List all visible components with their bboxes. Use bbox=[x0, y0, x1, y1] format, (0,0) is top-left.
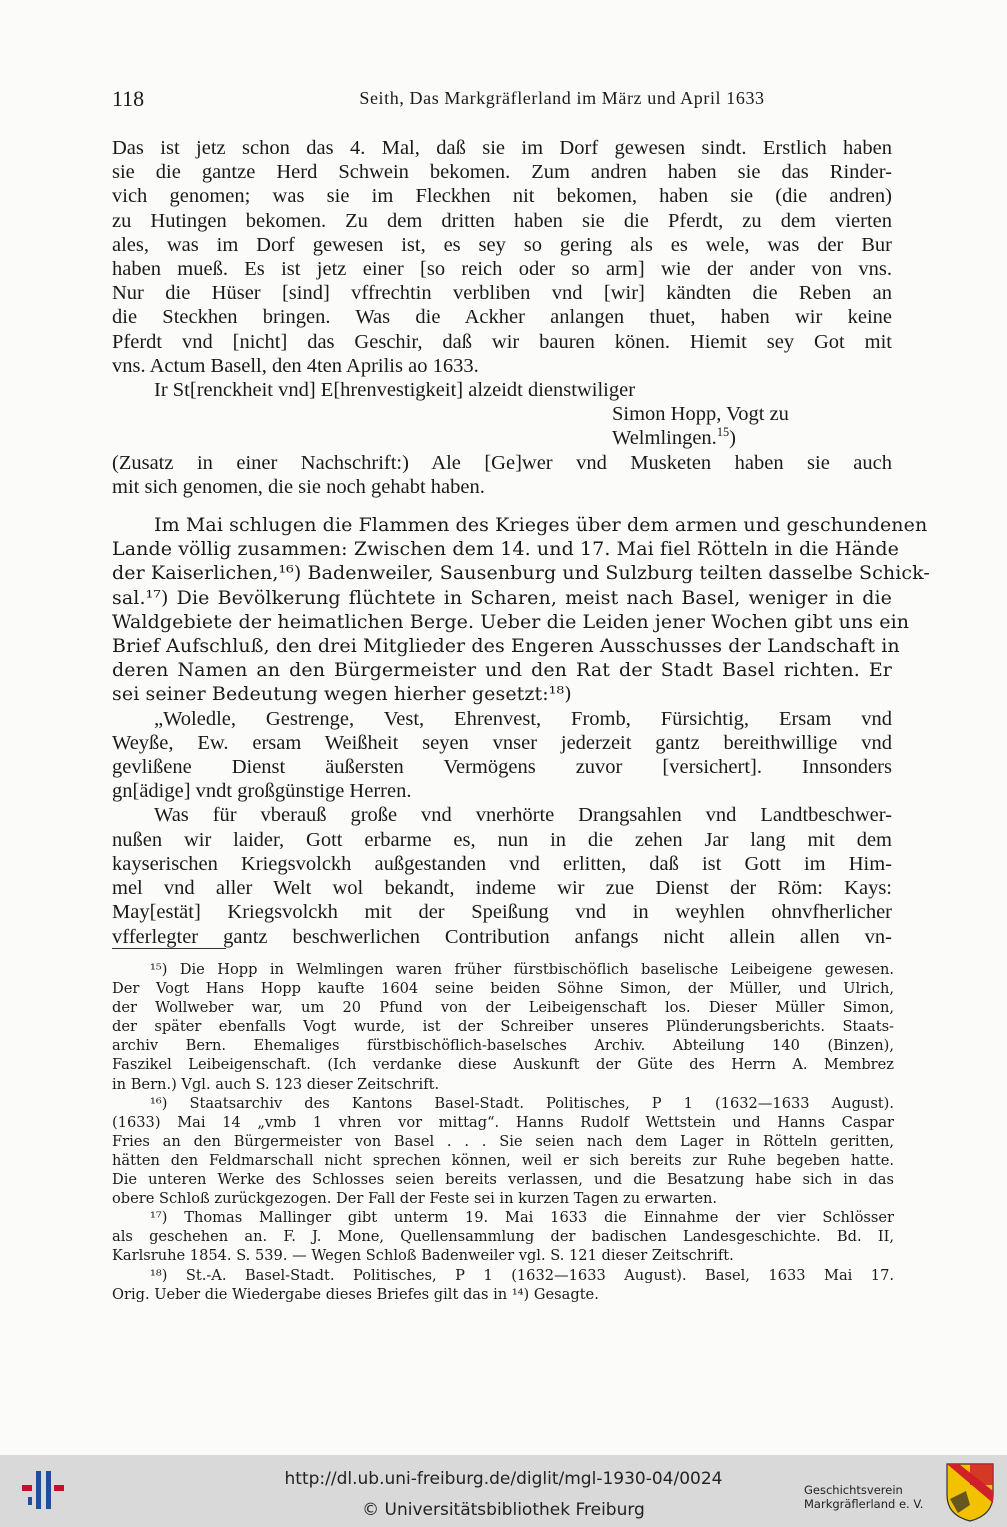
footnote-16 bbox=[112, 1094, 894, 1209]
footnote-line: hätten den Feldmarschall nicht sprechen können, weil er sich bereits zur Ruhe begeben hatte. bbox=[112, 1151, 894, 1169]
footnote-line: ¹⁸) St.-A. Basel-Stadt. Politisches, P 1 (1632—1633 August). Basel, 1633 Mai 17. bbox=[150, 1266, 894, 1284]
text-line: haben mueß. Es ist jetz einer [so reich oder so arm] wie der ander von vns. bbox=[112, 258, 892, 281]
footnote-line: als geschehen an. F. J. Mone, Quellensammlung der badischen Landesgeschichte. Bd. II, bbox=[112, 1228, 894, 1246]
text-line: deren Namen an den Bürgermeister und den Rat der Stadt Basel richten. Er bbox=[112, 659, 892, 682]
text-line: ales, was im Dorf gewesen ist, es sey so gering als es wele, was der Bur bbox=[112, 233, 892, 256]
text-line: nußen wir laider, Gott erbarme es, nun in die zehen Jar lang mit dem bbox=[112, 828, 892, 851]
footnote-line: archiv Bern. Ehemaliges fürstbischöflich-baselsches Archiv. Abteilung 140 (Binzen), bbox=[112, 1037, 894, 1055]
footnote-line: Fries an den Bürgermeister von Basel . . . Sie seien nach dem Lager in Rötteln geritten, bbox=[112, 1132, 894, 1150]
society-name bbox=[804, 1483, 923, 1511]
footnote-line: obere Schloß zurückgezogen. Der Fall der Feste sei in kurzen Tagen zu erwarten. bbox=[112, 1190, 718, 1208]
text-line: gevlißene Dienst äußersten Vermögens zuvor [versichert]. Innsonders bbox=[112, 756, 892, 779]
postscript bbox=[112, 451, 892, 499]
footnote-line: ¹⁶) Staatsarchiv des Kantons Basel-Stadt. Politisches, P 1 (1632—1633 August). bbox=[150, 1094, 894, 1112]
viewer-footer bbox=[0, 1455, 1007, 1527]
society-name-line1: Geschichtsverein bbox=[804, 1483, 903, 1497]
footnote-17 bbox=[112, 1208, 894, 1265]
text-line: sal.¹⁷) Die Bevölkerung flüchtete in Scharen, meist nach Basel, weniger in die bbox=[112, 586, 892, 609]
text-line: vich genomen; was sie im Fleckhen nit bekomen, haben sie (die andren) bbox=[112, 185, 892, 208]
footnote-15 bbox=[112, 960, 894, 1094]
text-line: die Steckhen bringen. Was die Ackher anlangen thuet, haben wir keine bbox=[112, 306, 892, 329]
footnote-line: Der Vogt Hans Hopp kaufte 1604 seine beiden Söhne Simon, der Müller, und Ulrich, bbox=[112, 980, 894, 998]
text-line: kayserischen Kriegsvolckh außgestanden vnd erlitten, daß ist Gott im Him- bbox=[112, 852, 892, 875]
footnote-line: in Bern.) Vgl. auch S. 123 dieser Zeitschrift. bbox=[112, 1075, 440, 1093]
document-url-link[interactable]: http://dl.ub.uni-freiburg.de/diglit/mgl-1930-04/0024 bbox=[284, 1469, 723, 1489]
letter-2-salutation bbox=[112, 707, 892, 804]
narrative-paragraph bbox=[112, 513, 930, 707]
text-line: Im Mai schlugen die Flammen des Krieges über dem armen und geschundenen bbox=[154, 514, 928, 537]
text-line: zu Hutingen bekomen. Zu dem dritten haben sie die Pferdt, zu dem vierten bbox=[112, 209, 892, 232]
footnote-line: ¹⁷) Thomas Mallinger gibt unterm 19. Mai 1633 die Einnahme der vier Schlösser bbox=[150, 1209, 894, 1227]
signature-name: Simon Hopp, Vogt zu bbox=[612, 403, 789, 426]
footnote-line: Die unteren Werke des Schlosses seien bereits verlassen, und die Besatzung habe sich in das bbox=[112, 1171, 894, 1189]
copyright-notice: © Universitätsbibliothek Freiburg bbox=[362, 1500, 645, 1520]
society-name-line2: Markgräflerland e. V. bbox=[804, 1497, 924, 1511]
footnote-rule bbox=[112, 948, 226, 949]
text-line: Waldgebiete der heimatlichen Berge. Ueber die Leiden jener Wochen gibt uns ein bbox=[112, 610, 910, 633]
body-text bbox=[112, 136, 930, 949]
text-line: vfferlegter gantz beschwerlichen Contribution anfangs nicht allein allen vn- bbox=[112, 925, 892, 948]
text-line: Nur die Hüser [sind] vffrechtin verbliben vnd [wir] kändten die Reben an bbox=[112, 282, 892, 305]
signature-place: Welmlingen.$^{15}$) bbox=[612, 425, 736, 450]
text-line: May[estät] Kriegsvolckh mit der Speißung vnd in weyhlen ohnvfherlicher bbox=[112, 901, 892, 924]
text-line: „Woledle, Gestrenge, Vest, Ehrenvest, Fromb, Fürsichtig, Ersam vnd bbox=[154, 707, 892, 730]
text-line: mit sich genomen, die sie noch gehabt haben. bbox=[112, 475, 485, 498]
text-line: (Zusatz in einer Nachschrift:) Ale [Ge]wer vnd Musketen haben sie auch bbox=[112, 451, 892, 474]
text-line: Lande völlig zusammen: Zwischen dem 14. und 17. Mai fiel Rötteln in die Hände bbox=[112, 538, 899, 561]
text-line: sie die gantze Herd Schwein bekomen. Zum andren haben sie das Rinder- bbox=[112, 161, 892, 184]
signature-place-text: Welmlingen. bbox=[612, 427, 717, 450]
footnote-line: Faszikel Leibeigenschaft. (Ich verdanke diese Auskunft der Güte des Herrn A. Membrez bbox=[112, 1056, 894, 1074]
footnote-line: Karlsruhe 1854. S. 539. — Wegen Schloß Badenweiler vgl. S. 121 dieser Zeitschrift. bbox=[112, 1247, 734, 1265]
letter-2-body bbox=[112, 803, 892, 948]
text-line: Pferdt vnd [nicht] das Geschir, daß wir bauren könen. Hiemit sey Got mit bbox=[112, 330, 892, 353]
text-line: Was für vberauß große vnd vnerhörte Drangsahlen vnd Landtbeschwer- bbox=[154, 804, 892, 827]
page-number: 118 bbox=[112, 86, 145, 111]
text-line: vns. Actum Basell, den 4ten Aprilis ao 1633. bbox=[112, 354, 479, 377]
footnote-line: ¹⁵) Die Hopp in Welmlingen waren früher fürstbischöflich baselische Leibeigene gewesen. bbox=[150, 961, 894, 978]
footnote-ref: 15 bbox=[716, 425, 730, 440]
footnote-line: (1633) Mai 14 „vmb 1 vhren vor mittag“. Hanns Rudolf Wettstein und Hanns Caspar bbox=[112, 1113, 894, 1131]
text-line: Brief Aufschluß, den drei Mitglieder des Engeren Ausschusses der Landschaft in bbox=[112, 635, 900, 658]
footnote-line: der Wollweber war, um 20 Pfund von der Leibeigenschaft los. Dieser Müller Simon, bbox=[112, 999, 894, 1017]
footnote-line: Orig. Ueber die Wiedergabe dieses Briefes gilt das in ¹⁴) Gesagte. bbox=[112, 1285, 599, 1303]
text-line: Das ist jetz schon das 4. Mal, daß sie im Dorf gewesen sindt. Erstlich haben bbox=[112, 137, 892, 159]
text-line: der Kaiserlichen,¹⁶) Badenweiler, Sausenburg und Sulzburg teilten dasselbe Schick- bbox=[112, 562, 930, 585]
letter-1 bbox=[112, 136, 892, 378]
text-line: sei seiner Bedeutung wegen hierher gesetzt:¹⁸) bbox=[112, 683, 572, 706]
running-head: Seith, Das Markgräflerland im März und April 1633 bbox=[359, 88, 765, 108]
page-header bbox=[112, 86, 892, 116]
text-line: gn[ädige] vndt großgünstige Herren. bbox=[112, 780, 412, 803]
text-line: mel vnd aller Welt wol bekandt, indeme wir zue Dienst der Röm: Kays: bbox=[112, 877, 892, 900]
text-line: Weyße, Ew. ersam Weißheit seyen vnser jederzeit gantz bereithwillige vnd bbox=[112, 731, 892, 754]
coat-of-arms-icon bbox=[944, 1461, 996, 1523]
footnote-line: der später ebenfalls Vogt wurde, ist der Schreiber unseres Plünderungsberichts. Staats- bbox=[112, 1018, 894, 1036]
closing-formula: Ir St[renckheit vnd] E[hrenvestigkeit] alzeidt dienstwiliger bbox=[154, 379, 636, 402]
footnote-18 bbox=[112, 1266, 894, 1304]
footnotes bbox=[112, 960, 894, 1304]
